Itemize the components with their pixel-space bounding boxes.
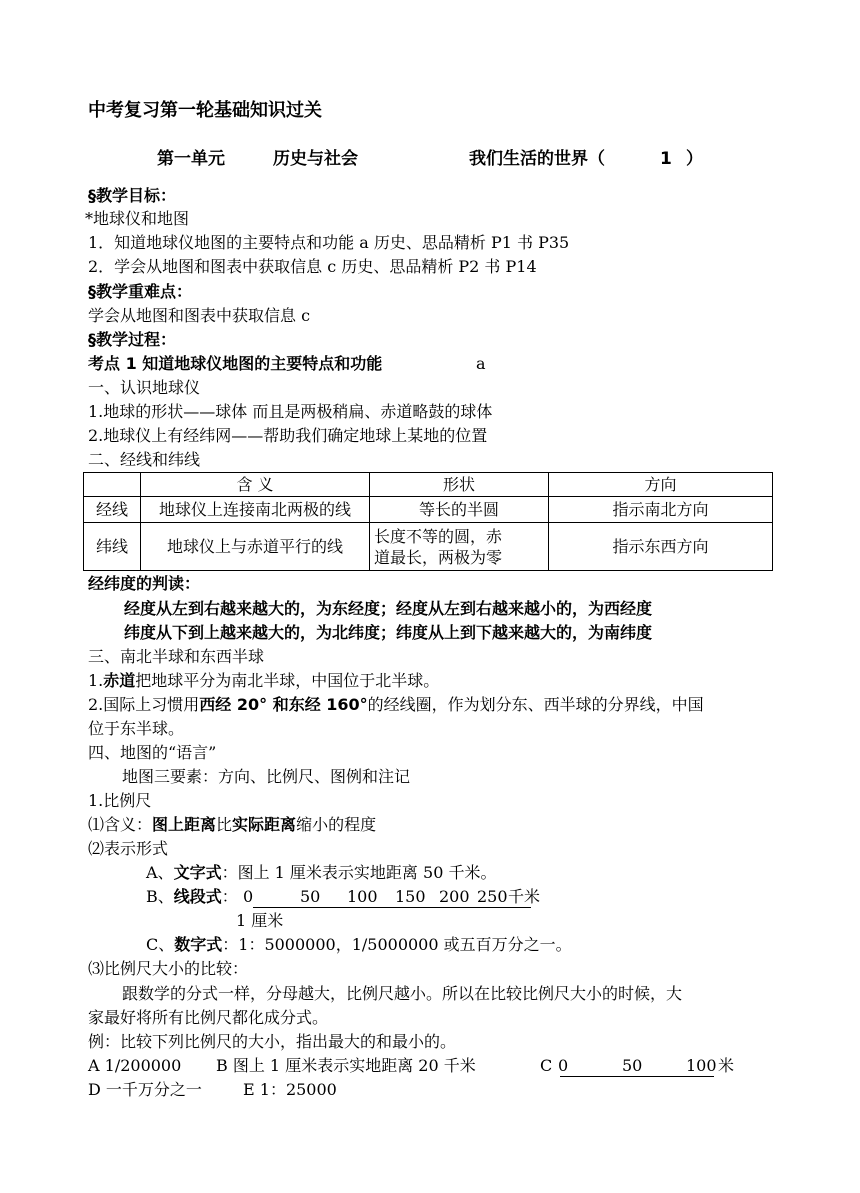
- line-scale-bar: [253, 907, 531, 908]
- hemisphere-item-1: [88, 670, 439, 692]
- table-cell: 等长的半圆: [370, 497, 549, 523]
- hemisphere-heading: 三、南北半球和东西半球: [88, 647, 265, 666]
- equator-term: 赤道: [103, 671, 136, 690]
- table-header-row: [84, 473, 773, 497]
- example-c-tick-0: 0: [558, 1056, 569, 1075]
- section-1-heading: 一、认识地球仪: [88, 378, 201, 397]
- text: C、: [146, 935, 175, 954]
- text: ：1：5000000，1/5000000 或五百万分之一。: [222, 935, 572, 954]
- example-b: B 图上 1 厘米表示实地距离 20 千米: [216, 1056, 476, 1075]
- hemisphere-item-2-cont: 位于东半球。: [88, 719, 185, 738]
- form-c: [146, 934, 572, 956]
- line-scale-tick-250: 250: [477, 887, 508, 906]
- unit-chapter-num: 1: [660, 149, 672, 169]
- shape-line-1: 长度不等的圆，赤: [374, 526, 503, 546]
- table-cell: 地球仪上连接南北两极的线: [141, 497, 370, 523]
- map-heading: 四、地图的“语言”: [88, 743, 217, 762]
- table-header-cell: 方向: [549, 473, 773, 497]
- form-b-term: 线段式: [173, 887, 222, 906]
- scale-meaning: [88, 814, 376, 836]
- latlon-line-2: 纬度从下到上越来越大的，为北纬度；纬度从上到下越来越大的，为南纬度: [124, 623, 653, 642]
- difficulty-heading: §教学重难点：: [88, 282, 193, 301]
- table-header-cell: 形状: [370, 473, 549, 497]
- line-scale-tick-150: 150: [395, 887, 426, 906]
- line-scale-tick-100: 100: [347, 887, 378, 906]
- text: ⑴含义：: [88, 815, 153, 834]
- process-heading: §教学过程：: [88, 330, 177, 349]
- latlon-heading: 经纬度的判读：: [88, 574, 201, 593]
- line-scale-tick-200: 200: [439, 887, 470, 906]
- table-cell: 纬线: [84, 523, 141, 571]
- page-title: 中考复习第一轮基础知识过关: [88, 100, 322, 121]
- line-scale-tick-0: 0: [243, 887, 254, 906]
- table-cell: 指示东西方向: [549, 523, 773, 571]
- example-c-tick-50: 50: [622, 1056, 643, 1075]
- text: 1.: [88, 671, 104, 690]
- table-cell: 指示南北方向: [549, 497, 773, 523]
- latlon-line-1: 经度从左到右越来越大的，为东经度；经度从左到右越来越小的，为西经度: [124, 599, 653, 618]
- text: B、: [146, 887, 174, 906]
- example-c-unit: 米: [718, 1056, 735, 1075]
- form-c-term: 数字式: [174, 935, 223, 954]
- map-distance-term: 图上距离: [152, 815, 217, 834]
- section-1-item-2: 2.地球仪上有经纬网——帮助我们确定地球上某地的位置: [88, 426, 488, 445]
- unit-label: 第一单元: [157, 149, 225, 169]
- example-d: D 一千万分之一: [88, 1080, 202, 1099]
- real-distance-term: 实际距离: [232, 815, 297, 834]
- goals-item-2: 2．学会从地图和图表中获取信息 c 历史、思品精析 P2 书 P14: [88, 257, 537, 276]
- unit-chapter-close: ）: [686, 149, 703, 169]
- form-a: [146, 862, 496, 884]
- text: A、: [146, 863, 174, 882]
- text: ：: [221, 887, 238, 906]
- example-c-tick-100: 100: [686, 1056, 717, 1075]
- table-header-cell: 含 义: [141, 473, 370, 497]
- example-c-label: C: [540, 1056, 553, 1075]
- text: 缩小的程度: [296, 815, 377, 834]
- table-cell: [370, 523, 549, 571]
- goals-topic: *地球仪和地图: [85, 209, 190, 228]
- point-1-level: a: [476, 354, 486, 373]
- boundary-term: 西经 20° 和东经 160°: [199, 695, 368, 714]
- table-header-cell: [84, 473, 141, 497]
- unit-chapter: 我们生活的世界（: [469, 149, 605, 169]
- example-a: A 1/200000: [88, 1056, 182, 1075]
- difficulty-text: 学会从地图和图表中获取信息 c: [88, 306, 311, 325]
- table-row: [84, 497, 773, 523]
- form-a-term: 文字式: [173, 863, 222, 882]
- meridian-parallel-table: [83, 472, 773, 571]
- example-text: 例：比较下列比例尺的大小，指出最大的和最小的。: [88, 1032, 457, 1051]
- text: 2.国际上习惯用: [88, 695, 200, 714]
- section-1-item-1: 1.地球的形状——球体 而且是两极稍扁、赤道略鼓的球体: [88, 402, 493, 421]
- text: 的经线圈，作为划分东、西半球的分界线，中国: [367, 695, 704, 714]
- line-scale-unit: 千米: [508, 887, 541, 906]
- compare-para-1: 跟数学的分式一样，分母越大，比例尺越小。所以在比较比例尺大小的时候，大: [122, 984, 683, 1003]
- point-1-label: 考点 1 知道地球仪地图的主要特点和功能: [88, 354, 383, 373]
- example-e: E 1：25000: [243, 1080, 337, 1099]
- form-b: [146, 886, 238, 908]
- goals-item-1: 1．知道地球仪地图的主要特点和功能 a 历史、思品精析 P1 书 P35: [88, 233, 570, 252]
- hemisphere-item-2: [88, 694, 704, 716]
- shape-line-2: 道最长，两极为零: [374, 547, 503, 567]
- line-scale-tick-50: 50: [300, 887, 321, 906]
- goals-heading: §教学目标：: [88, 186, 177, 205]
- example-c-bar: [560, 1076, 714, 1077]
- table-cell: 地球仪上与赤道平行的线: [141, 523, 370, 571]
- scale-forms-heading: ⑵表示形式: [88, 839, 169, 858]
- scale-heading: 1.比例尺: [88, 791, 152, 810]
- unit-subject: 历史与社会: [273, 149, 358, 169]
- section-2-heading: 二、经线和纬线: [88, 450, 201, 469]
- table-row: [84, 523, 773, 571]
- map-elements: 地图三要素：方向、比例尺、图例和注记: [122, 767, 411, 786]
- text: 把地球平分为南北半球，中国位于北半球。: [135, 671, 440, 690]
- table-cell: 经线: [84, 497, 141, 523]
- compare-para-2: 家最好将所有比例尺都化成分式。: [88, 1008, 329, 1027]
- text: ：图上 1 厘米表示实地距离 50 千米。: [221, 863, 497, 882]
- text: 比: [216, 815, 233, 834]
- line-scale-sub: 1 厘米: [236, 911, 284, 930]
- compare-heading: ⑶比例尺大小的比较：: [88, 959, 249, 978]
